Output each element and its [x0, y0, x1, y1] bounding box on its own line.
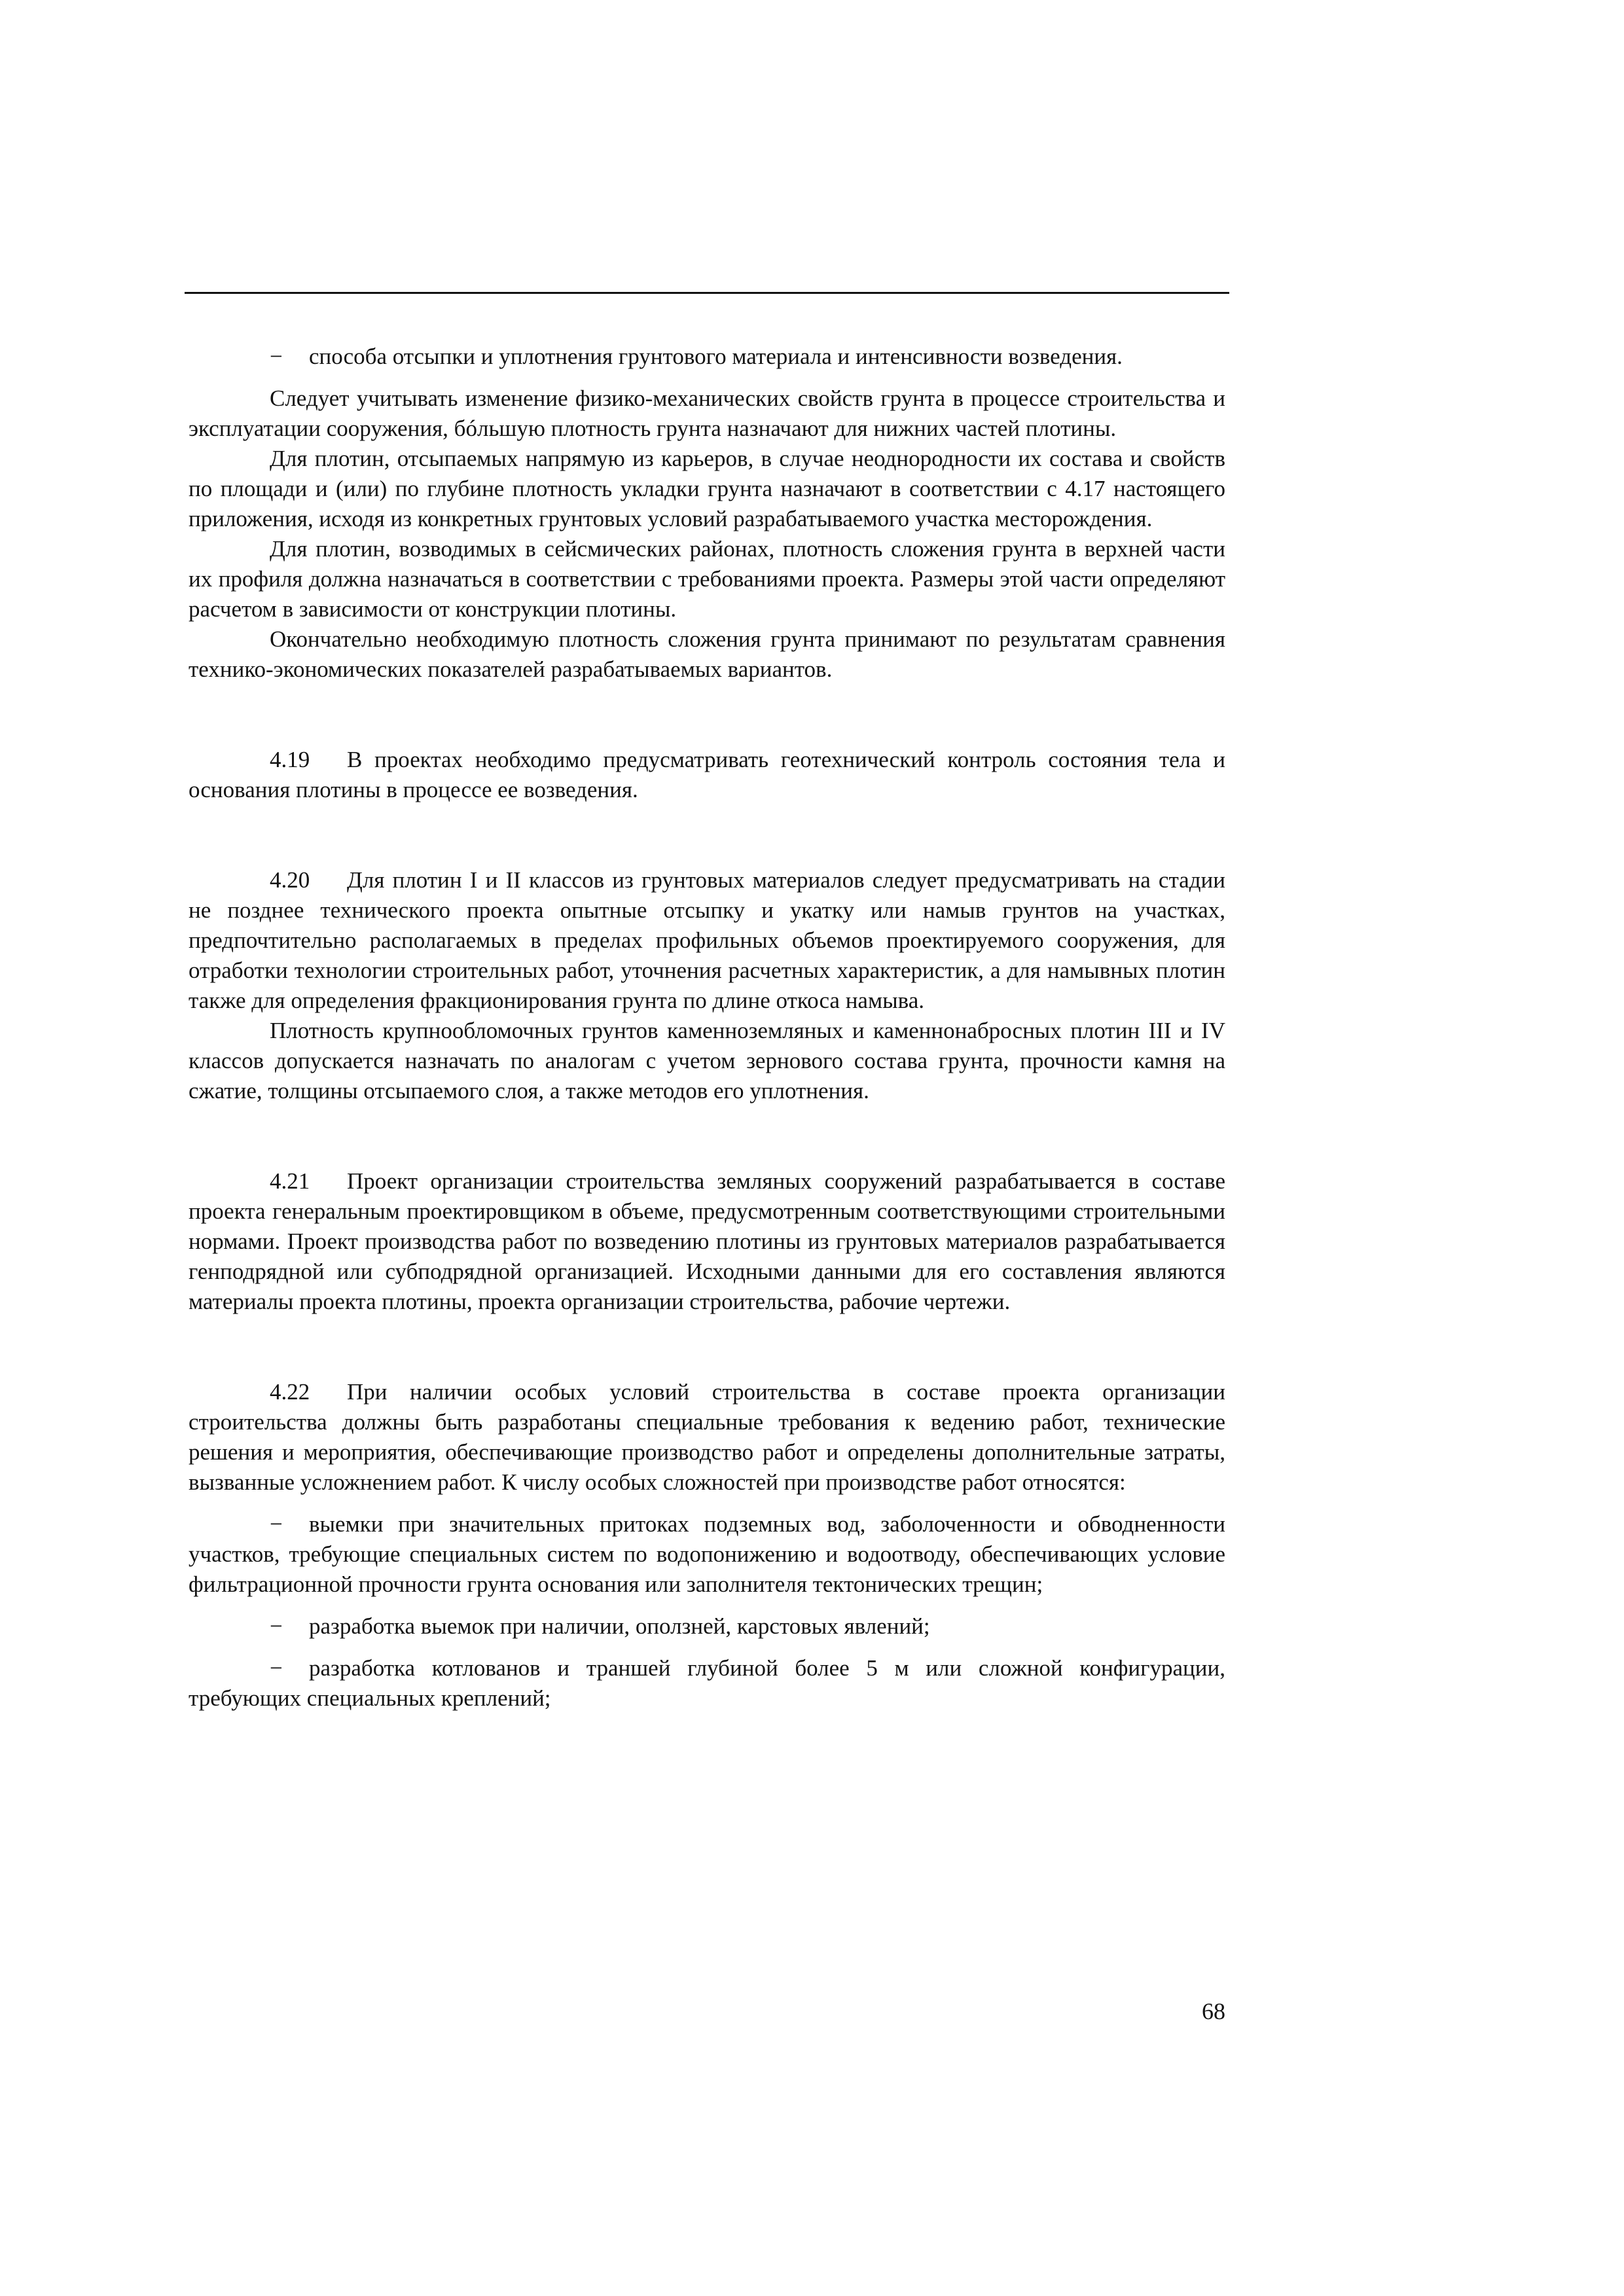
list-item-text: разработка выемок при наличии, оползней, карстовых явлений; — [309, 1613, 930, 1639]
list-item-text: способа отсыпки и уплотнения грунтового материала и интенсивности возведения. — [309, 344, 1123, 369]
section-4-21 — [189, 1166, 1225, 1317]
paragraph-quarry-dams: Для плотин, отсыпаемых напрямую из карьеров, в случае неоднородности их состава и свойств по площади и (или) по глубине плотность укладки грунта назначают в соответствии с 4.17 настоящего приложения, исходя из конкретных грунтовых условий разрабатываемого участка месторождения. — [189, 446, 1225, 531]
list-item-groundwater — [189, 1509, 1225, 1600]
list-item-deep-excavations — [189, 1653, 1225, 1713]
document-body — [189, 342, 1225, 1713]
dash-bullet: − — [270, 344, 283, 369]
section-text: Для плотин I и II классов из грунтовых материалов следует предусматривать на стадии не позднее технического проекта опытные отсыпку и укатку или намыв грунтов на участках, предпочтительно располагаемых в пределах профильных объемов проектируемого сооружения, для отработки технологии строительных работ, уточнения расчетных характеристик, а для намывных плотин также для определения фракционирования грунта по длине откоса намыва. — [189, 867, 1225, 1013]
header-rule — [185, 292, 1229, 294]
list-item-text: разработка котлованов и траншей глубиной более 5 м или сложной конфигурации, требующих специальных креплений; — [189, 1655, 1225, 1711]
dash-bullet: − — [270, 1655, 283, 1681]
section-number: 4.20 — [270, 867, 310, 893]
section-text: Проект организации строительства земляных сооружений разрабатывается в составе проекта генеральным проектировщиком в объеме, предусмотренным соответствующими строительными нормами. Проект производства работ по возведению плотины из грунтовых материалов разрабатывается генподрядной или субподрядной организацией. Исходными данными для его составления являются материалы проекта плотины, проекта организации строительства, рабочие чертежи. — [189, 1168, 1225, 1314]
paragraph-soil-properties: Следует учитывать изменение физико-механических свойств грунта в процессе строительства и эксплуатации сооружения, бóльшую плотность грунта назначают для нижних частей плотины. — [189, 386, 1225, 441]
list-item-placement-method — [189, 342, 1225, 372]
paragraph-coarse-soil-density: Плотность крупнообломочных грунтов каменноземляных и каменнонабросных плотин III и IV классов допускается назначать по аналогам с учетом зернового состава грунта, прочности камня на сжатие, толщины отсыпаемого слоя, а также методов его уплотнения. — [189, 1018, 1225, 1103]
section-text: В проектах необходимо предусматривать геотехнический контроль состояния тела и основания плотины в процессе ее возведения. — [189, 747, 1225, 802]
page-number: 68 — [1202, 1998, 1225, 2024]
section-number: 4.19 — [270, 747, 310, 772]
dash-bullet: − — [270, 1511, 283, 1537]
list-item-text: выемки при значительных притоках подземных вод, заболоченности и обводненности участков, требующие специальных систем по водопонижению и водоотводу, обеспечивающих условие фильтрационной прочности грунта основания или заполнителя тектонических трещин; — [189, 1511, 1225, 1597]
section-number: 4.22 — [270, 1379, 310, 1405]
section-4-22 — [189, 1377, 1225, 1498]
dash-bullet: − — [270, 1613, 283, 1639]
list-item-landslides — [189, 1611, 1225, 1641]
section-4-20 — [189, 865, 1225, 1016]
paragraph-final-density: Окончательно необходимую плотность сложения грунта принимают по результатам сравнения технико-экономических показателей разрабатываемых вариантов. — [189, 626, 1225, 682]
section-number: 4.21 — [270, 1168, 310, 1194]
paragraph-seismic-dams: Для плотин, возводимых в сейсмических районах, плотность сложения грунта в верхней части их профиля должна назначаться в соответствии с требованиями проекта. Размеры этой части определяют расчетом в зависимости от конструкции плотины. — [189, 536, 1225, 622]
section-4-19 — [189, 745, 1225, 805]
section-text: При наличии особых условий строительства в составе проекта организации строительства должны быть разработаны специальные требования к ведению работ, технические решения и мероприятия, обеспечивающие производство работ и определены дополнительные затраты, вызванные усложнением работ. К числу особых сложностей при производстве работ относятся: — [189, 1379, 1225, 1495]
